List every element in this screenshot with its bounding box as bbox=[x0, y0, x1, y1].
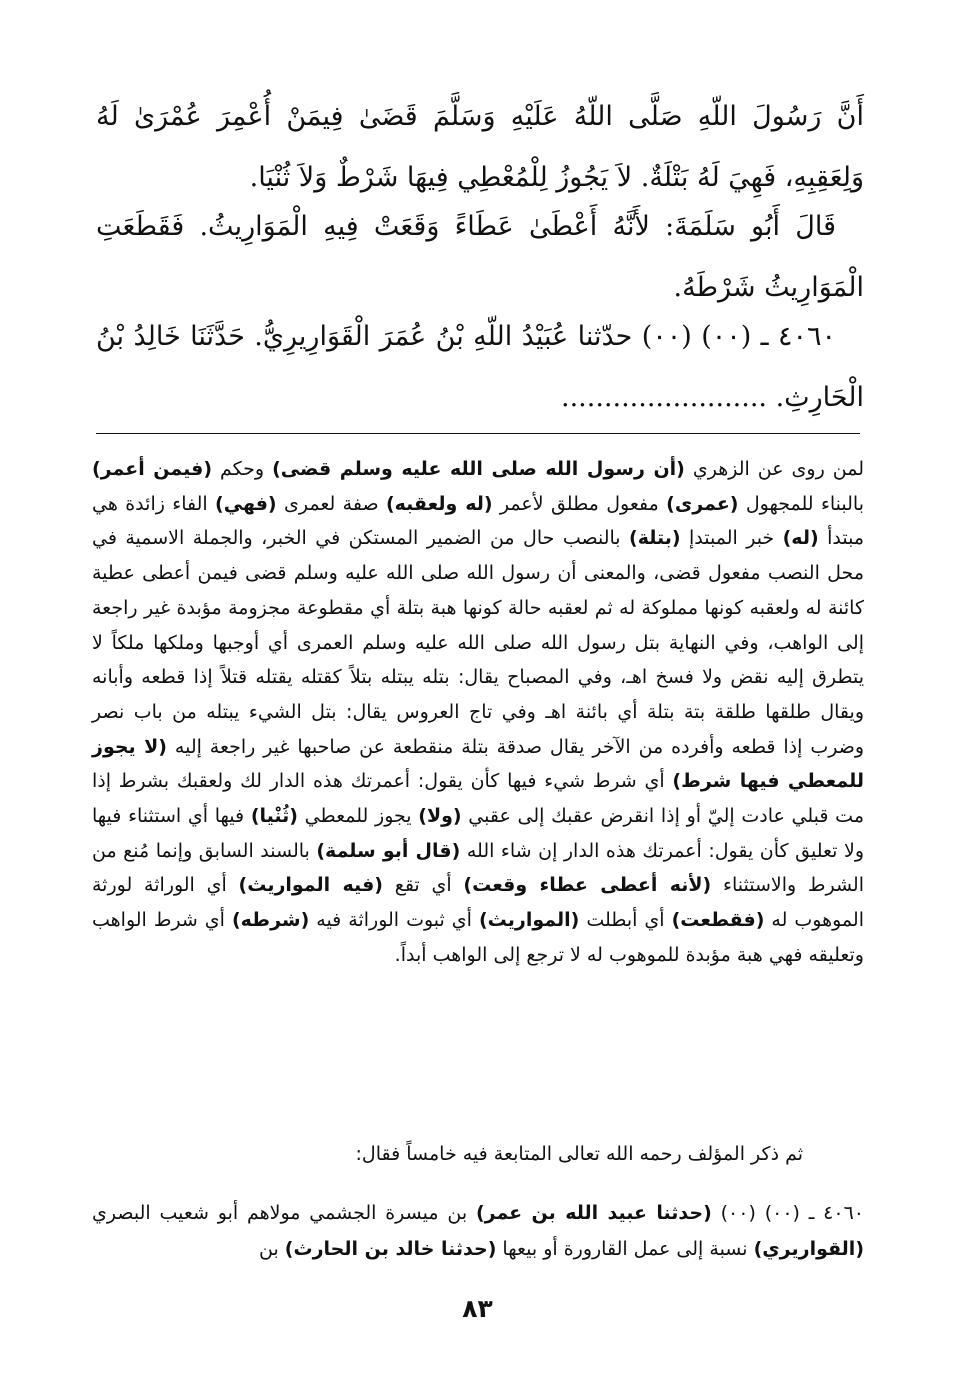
commentary-text-segment: أي أبطلت bbox=[579, 909, 672, 932]
commentary-text-segment: أي تقع bbox=[382, 874, 464, 897]
commentary-text-segment: خبر المبتدإ bbox=[680, 527, 783, 550]
bold-quoted-text: (شرطه) bbox=[231, 909, 310, 932]
chain-text: ٤٠٦٠ ـ (٠٠) (٠٠) حدّثنا عُبَيْدُ اللّهِ بْنُ عُمَرَ الْقَوَارِيرِيُّ. حَدَّثَنَا خَالِدُ بْنُ الْحَارِثِ. ........................ bbox=[96, 321, 864, 413]
commentary-text-segment: أي ثبوت الوراثة فيه bbox=[309, 909, 479, 932]
bold-quoted-text: (القواريري) bbox=[753, 1238, 864, 1260]
commentary-text-segment: أي الوراثة لورثة الموهوب له bbox=[92, 874, 864, 932]
page-number: ٨٣ bbox=[462, 1294, 493, 1323]
bold-quoted-text: (فهي) bbox=[215, 492, 277, 515]
bold-quoted-text: (أن رسول الله صلى الله عليه وسلم قضى) bbox=[272, 458, 685, 480]
bold-quoted-text: (بتلة) bbox=[629, 527, 681, 550]
abu-salama-text: قَالَ أَبُو سَلَمَةَ: لأَنَّهُ أَعْطَىٰ عَطَاءً وَقَعَتْ فِيهِ الْمَوَارِيثُ. فَقَطَعَتِ الْمَوَارِيثُ شَرْطَهُ. bbox=[96, 211, 864, 303]
bold-quoted-text: (ولا) bbox=[418, 805, 462, 828]
bold-quoted-text: (لأنه أعطى عطاء وقعت) bbox=[463, 874, 712, 897]
bold-quoted-text: (حدثنا عبيد الله بن عمر) bbox=[475, 1202, 712, 1224]
bold-quoted-text: (فيمن أعمر) bbox=[92, 458, 213, 480]
commentary-text-segment: صفة لعمرى bbox=[276, 492, 386, 515]
commentary-text-segment: نسبة إلى عمل القارورة أو بيعها bbox=[496, 1238, 754, 1260]
bold-quoted-text: (عمرى) bbox=[666, 492, 739, 515]
commentary-text-segment: فيها أي استثناء فيها ولا تعليق كأن يقول: أعمرتك هذه الدار إن شاء الله bbox=[92, 805, 865, 862]
commentary-text-segment: أي شرط الواهب وتعليقه فهي هبة مؤبدة للموهوب له لا ترجع إلى الواهب أبداً. bbox=[92, 909, 864, 966]
hadith-text-abu-salama bbox=[96, 196, 864, 318]
closing-sentence: ثم ذكر المؤلف رحمه الله تعالى المتابعة فيه خامساً فقال: bbox=[355, 1143, 803, 1165]
hadith-text-chain bbox=[96, 306, 864, 428]
footnote-divider bbox=[96, 433, 860, 434]
commentary-text-segment: بالسند السابق وإنما مُنع من الشرط والاستثناء bbox=[92, 839, 864, 897]
commentary-text-segment: ٤٠٦٠ ـ (٠٠) (٠٠) bbox=[711, 1202, 864, 1224]
commentary-text-segment: يجوز للمعطي bbox=[297, 805, 419, 828]
commentary-text-segment: لمن روى عن الزهري bbox=[684, 458, 864, 480]
bold-quoted-text: (قال أبو سلمة) bbox=[316, 839, 461, 862]
bold-quoted-text: (لا يجوز للمعطي فيها شرط) bbox=[92, 735, 865, 793]
commentary-text bbox=[92, 452, 864, 973]
bold-quoted-text: (له ولعقبه) bbox=[385, 492, 493, 515]
commentary-text-segment: بن ميسرة الجشمي مولاهم أبو شعيب البصري bbox=[92, 1202, 476, 1224]
bold-quoted-text: (ثُنْيا) bbox=[250, 805, 298, 828]
bold-quoted-text: (له) bbox=[782, 527, 819, 550]
commentary-text-segment: مفعول مطلق لأعمر bbox=[492, 492, 667, 515]
hadith-text-main: أَنَّ رَسُولَ اللّهِ صَلَّى اللّهُ عَلَيْهِ وَسَلَّمَ قَضَىٰ فِيمَنْ أُعْمِرَ عُمْرَىٰ لَهُ وَلِعَقِبِهِ، فَهِيَ لَهُ بَتْلَةٌ. لاَ يَجُوزُ لِلْمُعْطِي فِيهَا شَرْطٌ وَلاَ ثُنْيَا. bbox=[96, 101, 864, 193]
commentary-text-segment: أي شرط شيء فيها كأن يقول: أعمرتك هذه الدار لك ولعقبك بشرط إذا مت قبلي عادت إليّ أو إذا انقرض عقبك إلى عقبي bbox=[92, 770, 864, 828]
bold-quoted-text: (فيه المواريث) bbox=[238, 874, 383, 897]
bold-quoted-text: (فقطعت) bbox=[671, 909, 765, 932]
commentary-text-segment: بن bbox=[259, 1238, 285, 1260]
commentary-text-segment: الفاء زائدة هي مبتدأ bbox=[92, 492, 864, 550]
chain-commentary-text bbox=[92, 1195, 864, 1267]
commentary-text-segment: بالبناء للمجهول bbox=[738, 492, 865, 515]
commentary-text-segment: وحكم bbox=[212, 458, 273, 480]
bold-quoted-text: (حدثنا خالد بن الحارث) bbox=[284, 1238, 497, 1260]
bold-quoted-text: (المواريث) bbox=[478, 909, 580, 932]
commentary-text-segment: بالنصب حال من الضمير المستكن في الخبر، والجملة الاسمية في محل النصب مفعول قضى، والمعنى أن رسول الله صلى الله عليه وسلم قضى فيمن أعطى عطية كائنة له ولعقبه كونها مملوكة له ثم لعقبه حالة كونها هبة بتلة أي مقطوعة مجزومة مؤبدة غير راجعة إلى الواهب، وفي النهاية بتل رسول الله صلى الله عليه وسلم العمرى أي أوجبها وملكها ملكاً لا يتطرق إليه نقض ولا فسخ اهـ، وفي المصباح يقال: بتله يبتله بتلاً كقتله يقتله قتلاً إذا قطعه وأبانه ويقال طلقها طلقة بتة بتلة أي بائنة اهـ وفي تاج العروس يقال: بتل الشيء يبتله من باب نصر وضرب إذا قطعه وأفرده من الآخر يقال صدقة بتلة منقطعة عن صاحبها غير راجعة إليه bbox=[92, 527, 865, 758]
